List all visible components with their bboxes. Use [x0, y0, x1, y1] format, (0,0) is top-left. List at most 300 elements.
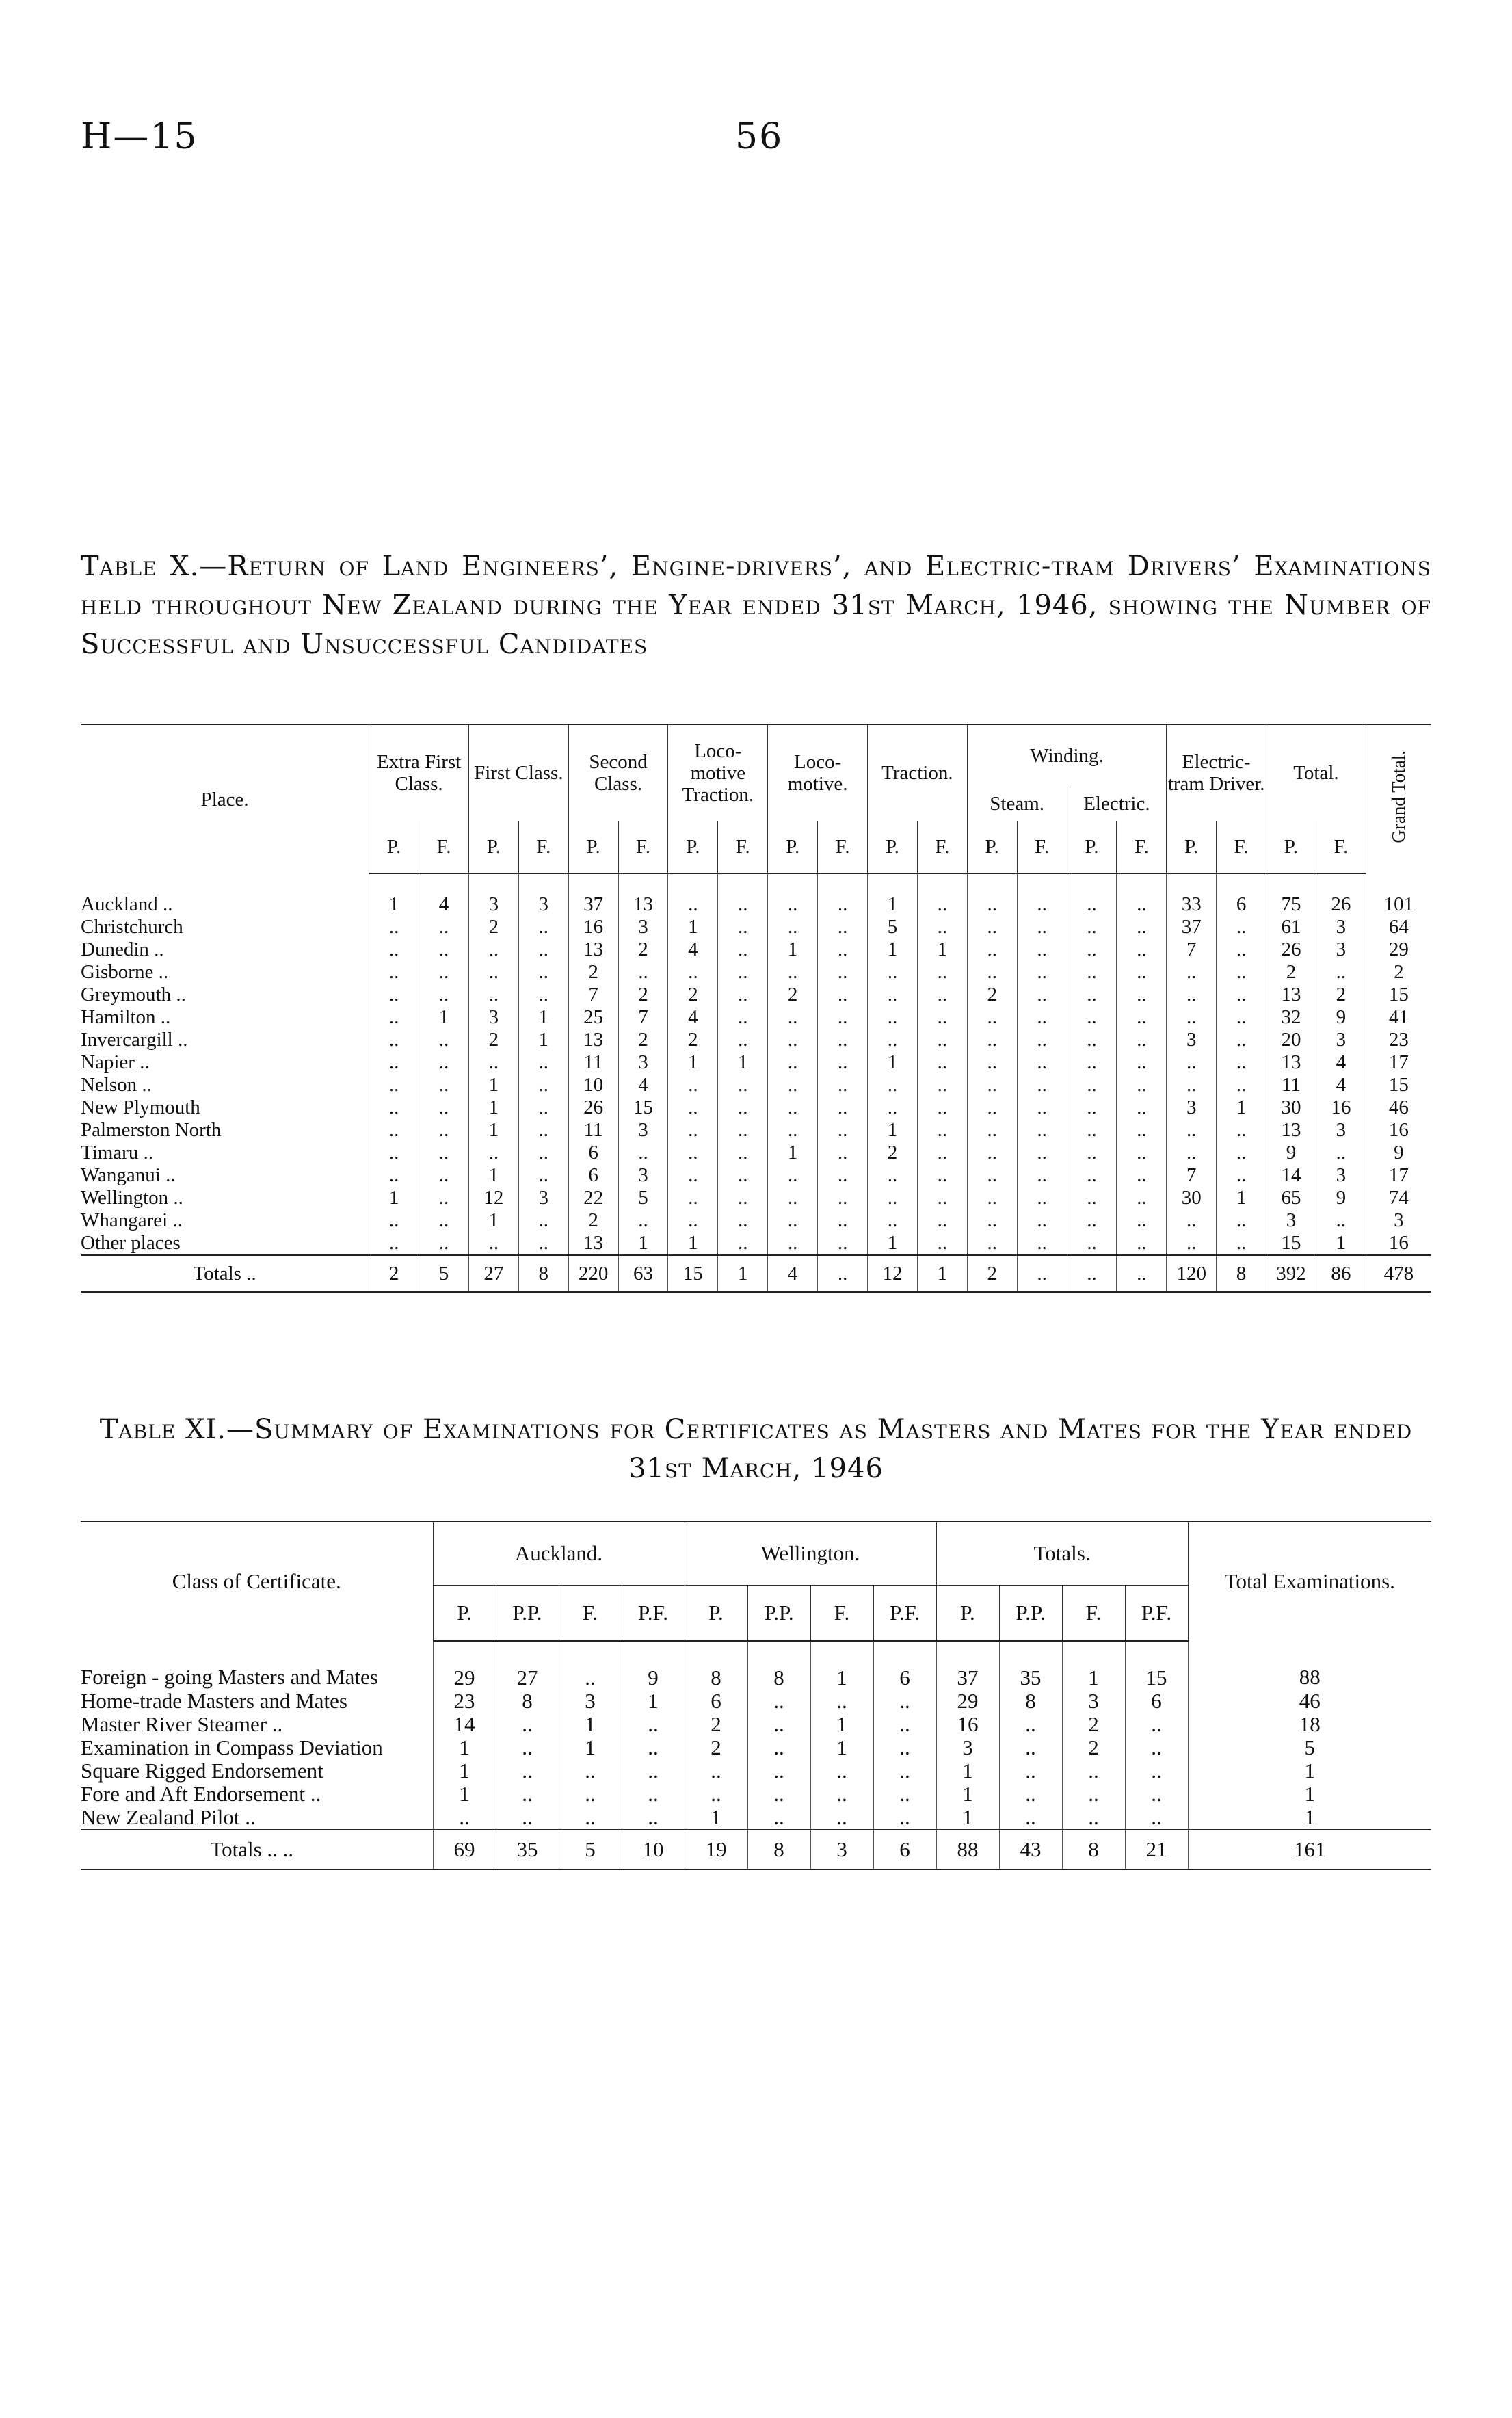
value-cell: ..: [747, 1783, 810, 1806]
value-cell: 2: [568, 1209, 618, 1232]
totals-header: Totals.: [936, 1521, 1188, 1586]
value-cell: ..: [868, 1029, 918, 1051]
value-cell: 5: [618, 1187, 668, 1209]
value-cell: ..: [1117, 1142, 1167, 1164]
value-cell: ..: [1217, 1209, 1266, 1232]
value-cell: ..: [369, 916, 419, 938]
value-cell: ..: [818, 1164, 868, 1187]
certificate-class-cell: Master River Steamer ..: [81, 1712, 283, 1736]
value-cell: ..: [369, 1074, 419, 1096]
fail-header: F.: [1316, 821, 1366, 873]
value-cell: 37: [936, 1641, 999, 1690]
value-cell: ..: [818, 1187, 868, 1209]
value-cell: ..: [1062, 1759, 1125, 1783]
value-cell: ..: [1017, 984, 1067, 1006]
value-cell: ..: [496, 1713, 559, 1736]
value-cell: 1: [936, 1759, 999, 1783]
value-cell: ..: [1217, 1029, 1266, 1051]
totals-value-cell: 88: [936, 1830, 999, 1869]
totals-value-cell: 86: [1316, 1255, 1366, 1292]
value-cell: 75: [1266, 873, 1316, 916]
value-cell: ..: [419, 916, 469, 938]
value-cell: ..: [917, 1232, 967, 1255]
value-cell: ..: [1017, 1029, 1067, 1051]
value-cell: ..: [419, 1187, 469, 1209]
value-cell: ..: [1167, 961, 1217, 984]
value-cell: ..: [718, 1096, 768, 1119]
value-cell: 1: [468, 1164, 518, 1187]
value-cell: 2: [1366, 961, 1431, 984]
value-cell: ..: [622, 1783, 685, 1806]
totals-value-cell: 2: [967, 1255, 1017, 1292]
value-cell: ..: [419, 1051, 469, 1074]
value-cell: 35: [999, 1641, 1062, 1690]
value-cell: ..: [818, 1142, 868, 1164]
value-cell: 3: [936, 1736, 999, 1759]
value-cell: ..: [369, 1006, 419, 1029]
place-name: Hamilton: [81, 1006, 156, 1028]
locomotive-header: Loco-motive.: [768, 724, 868, 821]
totals-label-cell: Totals ..: [81, 1255, 369, 1292]
value-cell: ..: [419, 961, 469, 984]
value-cell: 1: [868, 1051, 918, 1074]
page-number: 56: [735, 116, 784, 157]
value-cell: ..: [496, 1759, 559, 1783]
value-cell: ..: [1117, 916, 1167, 938]
value-cell: 14: [433, 1713, 496, 1736]
table-row: [81, 1641, 1431, 1690]
table-row: [81, 1713, 1431, 1736]
value-cell: 2: [768, 984, 818, 1006]
value-cell: 2: [468, 1029, 518, 1051]
value-cell: ..: [419, 1142, 469, 1164]
value-cell: 16: [1366, 1232, 1431, 1255]
value-cell: ..: [1017, 1006, 1067, 1029]
table-row: [81, 1690, 1431, 1713]
value-cell: 1: [369, 873, 419, 916]
value-cell: 1: [868, 1232, 918, 1255]
certificate-class-name: Home-trade Masters and Mates: [81, 1689, 347, 1713]
value-cell: 101: [1366, 873, 1431, 916]
value-cell: 16: [568, 916, 618, 938]
table-xi: [81, 1521, 1431, 1870]
value-cell: ..: [967, 1142, 1017, 1164]
value-cell: ..: [1117, 1187, 1167, 1209]
place-name: Whangarei: [81, 1209, 168, 1231]
value-cell: 16: [1316, 1096, 1366, 1119]
value-cell: ..: [369, 1119, 419, 1142]
fail-header: F.: [1062, 1586, 1125, 1642]
value-cell: 15: [1366, 1074, 1431, 1096]
table-x-caption: [81, 547, 1431, 664]
value-cell: ..: [1067, 1029, 1117, 1051]
value-cell: ..: [967, 1006, 1017, 1029]
value-cell: 88: [1188, 1641, 1431, 1690]
value-cell: ..: [518, 1096, 568, 1119]
value-cell: 1: [559, 1736, 622, 1759]
totals-value-cell: 8: [747, 1830, 810, 1869]
table-row: [81, 1759, 1431, 1783]
totals-value-cell: 5: [419, 1255, 469, 1292]
value-cell: 9: [622, 1641, 685, 1690]
value-cell: ..: [1316, 1142, 1366, 1164]
value-cell: 9: [1266, 1142, 1316, 1164]
grand-total-header: [1366, 724, 1431, 873]
value-cell: ..: [668, 1209, 718, 1232]
value-cell: 29: [936, 1690, 999, 1713]
value-cell: ..: [718, 1164, 768, 1187]
value-cell: ..: [622, 1713, 685, 1736]
value-cell: 37: [568, 873, 618, 916]
value-cell: ..: [1017, 1074, 1067, 1096]
value-cell: 7: [568, 984, 618, 1006]
value-cell: ..: [917, 916, 967, 938]
first-class-header: First Class.: [468, 724, 568, 821]
value-cell: ..: [668, 961, 718, 984]
value-cell: 4: [668, 938, 718, 961]
totals-value-cell: ..: [818, 1255, 868, 1292]
total-examinations-header: Total Examinations.: [1188, 1521, 1431, 1641]
value-cell: 1: [936, 1806, 999, 1830]
value-cell: 17: [1366, 1051, 1431, 1074]
place-name: Greymouth: [81, 984, 172, 1006]
value-cell: ..: [810, 1759, 873, 1783]
table-row: [81, 1006, 1431, 1029]
value-cell: ..: [1125, 1713, 1188, 1736]
value-cell: ..: [868, 961, 918, 984]
value-cell: ..: [768, 916, 818, 938]
value-cell: 2: [1266, 961, 1316, 984]
value-cell: 2: [967, 984, 1017, 1006]
place-name: New Plymouth: [81, 1096, 200, 1118]
totals-label: Totals: [210, 1837, 262, 1861]
value-cell: ..: [1067, 873, 1117, 916]
value-cell: ..: [718, 916, 768, 938]
value-cell: ..: [419, 984, 469, 1006]
value-cell: ..: [419, 1164, 469, 1187]
winding-electric-header: Electric.: [1067, 787, 1167, 821]
fail-header: F.: [810, 1586, 873, 1642]
value-cell: ..: [518, 1164, 568, 1187]
totals-value-cell: 35: [496, 1830, 559, 1869]
grand-total-header-text: Grand Total.: [1388, 750, 1409, 843]
value-cell: 2: [1062, 1713, 1125, 1736]
value-cell: ..: [967, 1051, 1017, 1074]
value-cell: 13: [1266, 984, 1316, 1006]
value-cell: 33: [1167, 873, 1217, 916]
certificate-class-name: Foreign - going Masters and Mates: [81, 1665, 378, 1689]
totals-value-cell: 220: [568, 1255, 618, 1292]
value-cell: ..: [1117, 1096, 1167, 1119]
value-cell: 6: [1217, 873, 1266, 916]
table-xi-title: —Summary of Examinations for Certificates as Masters and Mates for the Year ended 31st March, 1946: [226, 1414, 1413, 1484]
value-cell: 6: [1125, 1690, 1188, 1713]
place-name: Gisborne: [81, 961, 154, 983]
value-cell: ..: [685, 1783, 747, 1806]
table-row: [81, 1232, 1431, 1255]
second-class-header: Second Class.: [568, 724, 668, 821]
totals-value-cell: 392: [1266, 1255, 1316, 1292]
place-cell: [81, 916, 369, 938]
table-row: [81, 1096, 1431, 1119]
value-cell: ..: [1316, 1209, 1366, 1232]
value-cell: ..: [1125, 1736, 1188, 1759]
pass-header: P.: [868, 821, 918, 873]
value-cell: ..: [1117, 1029, 1167, 1051]
value-cell: ..: [369, 1164, 419, 1187]
value-cell: ..: [1062, 1783, 1125, 1806]
value-cell: ..: [1017, 873, 1067, 916]
totals-value-cell: 12: [868, 1255, 918, 1292]
value-cell: ..: [369, 1209, 419, 1232]
value-cell: ..: [1167, 1051, 1217, 1074]
value-cell: 3: [1316, 916, 1366, 938]
value-cell: ..: [818, 916, 868, 938]
totals-value-cell: 21: [1125, 1830, 1188, 1869]
value-cell: ..: [1117, 1074, 1167, 1096]
totals-value-cell: 69: [433, 1830, 496, 1869]
value-cell: 64: [1366, 916, 1431, 938]
value-cell: 1: [518, 1029, 568, 1051]
value-cell: ..: [1167, 1074, 1217, 1096]
value-cell: ..: [999, 1736, 1062, 1759]
value-cell: ..: [1117, 938, 1167, 961]
value-cell: ..: [917, 1096, 967, 1119]
value-cell: ..: [1167, 1006, 1217, 1029]
table-x-label: Table X.: [81, 551, 200, 582]
place-cell: Invercargill ..: [81, 1029, 188, 1051]
value-cell: ..: [818, 1232, 868, 1255]
certificate-class-name: Examination in Compass Deviation: [81, 1735, 383, 1759]
value-cell: ..: [873, 1806, 936, 1830]
value-cell: 2: [868, 1142, 918, 1164]
value-cell: ..: [818, 873, 868, 916]
value-cell: ..: [1217, 1164, 1266, 1187]
value-cell: ..: [369, 938, 419, 961]
value-cell: ..: [917, 1119, 967, 1142]
fail-header: F.: [818, 821, 868, 873]
table-row: [81, 1209, 1431, 1232]
table-row: [81, 1142, 1431, 1164]
value-cell: ..: [1017, 1119, 1067, 1142]
value-cell: ..: [622, 1759, 685, 1783]
value-cell: ..: [1067, 1006, 1117, 1029]
value-cell: ..: [1067, 1051, 1117, 1074]
value-cell: 3: [518, 873, 568, 916]
value-cell: 1: [768, 938, 818, 961]
value-cell: ..: [518, 1209, 568, 1232]
value-cell: ..: [768, 1232, 818, 1255]
value-cell: 1: [1188, 1806, 1431, 1830]
totals-value-cell: 120: [1167, 1255, 1217, 1292]
certificate-class-cell: New Zealand Pilot ..: [81, 1805, 256, 1829]
value-cell: 1: [868, 1119, 918, 1142]
value-cell: ..: [618, 1142, 668, 1164]
value-cell: ..: [1067, 1187, 1117, 1209]
value-cell: ..: [419, 1119, 469, 1142]
fail-header: F.: [1217, 821, 1266, 873]
value-cell: ..: [747, 1759, 810, 1783]
value-cell: ..: [1125, 1783, 1188, 1806]
value-cell: ..: [1067, 1164, 1117, 1187]
value-cell: 1: [468, 1209, 518, 1232]
locomotive-traction-header: Loco-motive Traction.: [668, 724, 768, 821]
electric-tram-header: Electric-tram Driver.: [1167, 724, 1266, 821]
value-cell: 2: [568, 961, 618, 984]
fail-header: F.: [419, 821, 469, 873]
value-cell: ..: [1117, 1119, 1167, 1142]
table-row: [81, 1051, 1431, 1074]
table-row: [81, 961, 1431, 984]
value-cell: 16: [1366, 1119, 1431, 1142]
value-cell: 15: [618, 1096, 668, 1119]
traction-header: Traction.: [868, 724, 968, 821]
value-cell: 30: [1167, 1187, 1217, 1209]
value-cell: ..: [768, 1029, 818, 1051]
value-cell: ..: [873, 1783, 936, 1806]
value-cell: ..: [1117, 961, 1167, 984]
value-cell: ..: [768, 961, 818, 984]
value-cell: ..: [1017, 1164, 1067, 1187]
place-cell: Auckland ..: [81, 893, 173, 915]
value-cell: 1: [668, 1232, 718, 1255]
value-cell: ..: [668, 1096, 718, 1119]
value-cell: ..: [718, 1074, 768, 1096]
value-cell: 1: [810, 1713, 873, 1736]
value-cell: ..: [967, 961, 1017, 984]
value-cell: 26: [568, 1096, 618, 1119]
value-cell: ..: [868, 1006, 918, 1029]
value-cell: 1: [685, 1806, 747, 1830]
value-cell: ..: [818, 1006, 868, 1029]
totals-value-cell: 161: [1188, 1830, 1431, 1869]
value-cell: 4: [419, 873, 469, 916]
value-cell: 2: [685, 1736, 747, 1759]
value-cell: ..: [967, 916, 1017, 938]
value-cell: 41: [1366, 1006, 1431, 1029]
value-cell: ..: [419, 1096, 469, 1119]
pass-header: P.: [967, 821, 1017, 873]
value-cell: ..: [818, 1051, 868, 1074]
value-cell: 13: [618, 873, 668, 916]
value-cell: 3: [1316, 1164, 1366, 1187]
value-cell: 9: [1366, 1142, 1431, 1164]
value-cell: ..: [419, 1029, 469, 1051]
place-cell: Nelson ..: [81, 1074, 152, 1096]
table-xi-label: Table XI.: [99, 1414, 226, 1445]
partial-fail-header: P.F.: [873, 1586, 936, 1642]
value-cell: ..: [868, 984, 918, 1006]
value-cell: ..: [468, 1232, 518, 1255]
totals-value-cell: ..: [1017, 1255, 1067, 1292]
value-cell: 25: [568, 1006, 618, 1029]
value-cell: ..: [873, 1713, 936, 1736]
value-cell: ..: [818, 938, 868, 961]
value-cell: 1: [718, 1051, 768, 1074]
pass-header: P.: [433, 1586, 496, 1642]
value-cell: 1: [433, 1736, 496, 1759]
value-cell: ..: [1217, 961, 1266, 984]
value-cell: ..: [768, 1119, 818, 1142]
value-cell: ..: [718, 961, 768, 984]
fail-header: F.: [718, 821, 768, 873]
value-cell: 8: [747, 1641, 810, 1690]
value-cell: ..: [967, 1029, 1017, 1051]
value-cell: ..: [618, 961, 668, 984]
value-cell: ..: [419, 1074, 469, 1096]
value-cell: ..: [1117, 1051, 1167, 1074]
place-name: Invercargill: [81, 1029, 173, 1051]
table-xi-caption: [81, 1410, 1431, 1488]
value-cell: 27: [496, 1641, 559, 1690]
value-cell: 1: [1188, 1783, 1431, 1806]
value-cell: ..: [718, 1119, 768, 1142]
value-cell: 11: [568, 1051, 618, 1074]
extra-first-class-header: Extra First Class.: [369, 724, 469, 821]
totals-value-cell: 8: [1062, 1830, 1125, 1869]
totals-label-cell: Totals .. ..: [81, 1830, 433, 1869]
value-cell: ..: [818, 1096, 868, 1119]
partial-fail-header: P.F.: [622, 1586, 685, 1642]
winding-header: Winding.: [967, 724, 1167, 787]
value-cell: ..: [518, 1074, 568, 1096]
page-identifier: H—15: [81, 116, 198, 157]
value-cell: 32: [1266, 1006, 1316, 1029]
place-name: Other places: [81, 1232, 181, 1254]
value-cell: ..: [810, 1783, 873, 1806]
value-cell: ..: [1067, 1232, 1117, 1255]
value-cell: ..: [1316, 961, 1366, 984]
value-cell: 26: [1316, 873, 1366, 916]
value-cell: ..: [369, 1096, 419, 1119]
fail-header: F.: [618, 821, 668, 873]
value-cell: 3: [518, 1187, 568, 1209]
value-cell: ..: [967, 1074, 1017, 1096]
value-cell: ..: [967, 938, 1017, 961]
pass-header: P.: [668, 821, 718, 873]
class-of-certificate-header: Class of Certificate.: [81, 1521, 433, 1641]
value-cell: ..: [433, 1806, 496, 1830]
pass-header: P.: [1167, 821, 1217, 873]
place-name: Palmerston North: [81, 1119, 222, 1141]
certificate-class-name: Fore and Aft Endorsement: [81, 1782, 306, 1806]
value-cell: 13: [1266, 1119, 1316, 1142]
totals-value-cell: 1: [917, 1255, 967, 1292]
value-cell: 1: [936, 1783, 999, 1806]
value-cell: ..: [768, 1096, 818, 1119]
table-row: [81, 1029, 1431, 1051]
value-cell: 13: [568, 1232, 618, 1255]
value-cell: ..: [917, 1142, 967, 1164]
value-cell: ..: [718, 1209, 768, 1232]
value-cell: ..: [768, 1164, 818, 1187]
value-cell: ..: [468, 961, 518, 984]
value-cell: ..: [668, 1142, 718, 1164]
wellington-header: Wellington.: [685, 1521, 936, 1586]
value-cell: ..: [518, 1232, 568, 1255]
value-cell: 10: [568, 1074, 618, 1096]
value-cell: 2: [618, 938, 668, 961]
place-header: Place.: [81, 724, 369, 873]
value-cell: ..: [768, 1209, 818, 1232]
value-cell: ..: [1117, 873, 1167, 916]
value-cell: 3: [468, 873, 518, 916]
value-cell: ..: [999, 1806, 1062, 1830]
value-cell: 6: [873, 1641, 936, 1690]
value-cell: 4: [618, 1074, 668, 1096]
totals-label: Totals: [193, 1263, 241, 1285]
fail-header: F.: [1117, 821, 1167, 873]
